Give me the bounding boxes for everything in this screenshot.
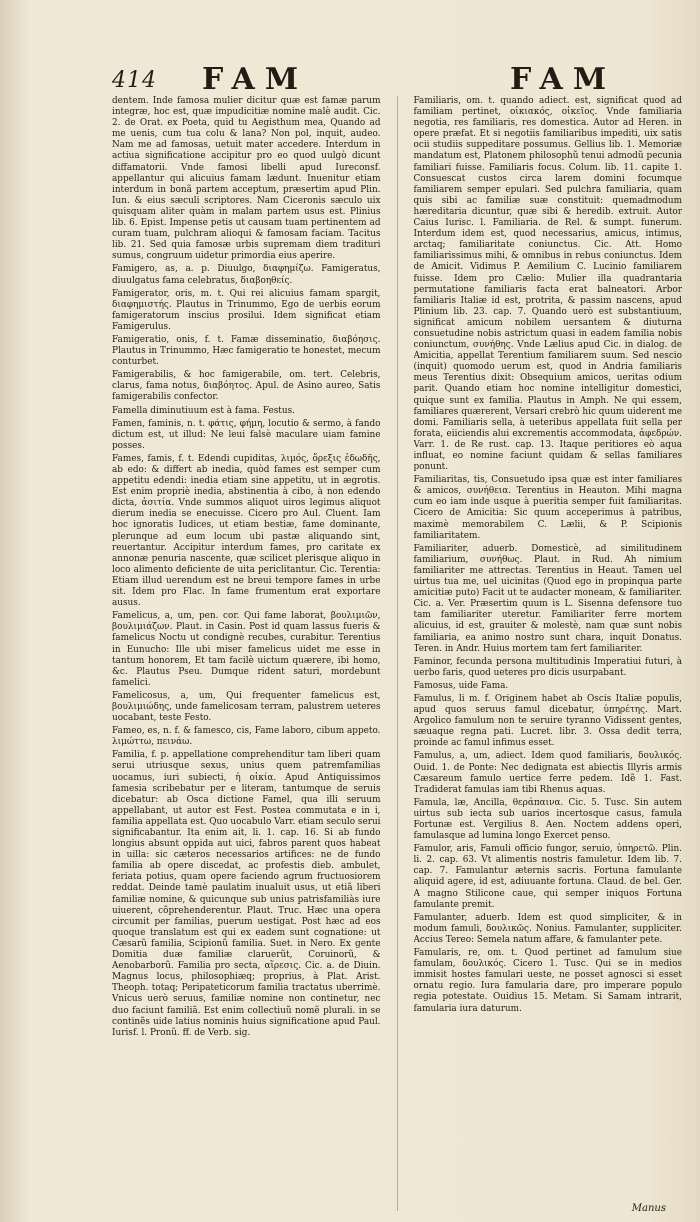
catchword: Manus	[631, 1203, 666, 1214]
dictionary-entry: Famen, faminis, n. t. φάτις, φήμη, locutio & sermo, à fando dictum est, ut illud: Ne leui falsè maculare uiam famine posses.	[112, 418, 381, 451]
column-divider	[397, 96, 398, 1211]
page-number: 414	[112, 68, 157, 93]
running-head-left: FAM	[202, 62, 309, 97]
dictionary-entry: Familiaris, om. t. quando adiect. est, significat quod ad familiam pertinet, οἰκιακός, οἰκεῖος. Vnde familiaria negotia, res familiaris, res domestica. Autor ad Heren. in opere præfat. Et si negotiis familiaribus impediti, uix satis ocii studiis suppeditare possumus. Gellius lib. 1. Memoriæ mandatum est, Platonem philosophũ tenui admodũ pecunia familiari fuisse. Familiaris focus. Colum. lib. 11. capite 1. Consuescat custos circa larem domini focumque familiarem semper epulari. Sed pulchra familiaria, quam quis sibi ac familiæ suæ constituit: quemadmodum hæreditaria dicuntur, quæ sibi & heredib. extruit. Autor Caius Iurisc. l. Familiaria. de Rel. & sumpt. funerum. Interdum idem est, quod necessarius, amicus, intimus, arctaq; familiaritate coniunctus. Cic. Att. Homo familiarissimus mihi, & omnibus in rebus coniunctus. Idem de Amicit. Vidimus P. Aemilium C. Lucinio familiarem fuisse. Idem pro Cælio: Mulier illa quadrantaria permutatione familiaris facta erat balneatori. Arbor familiaris Italiæ id est, protrita, & passim nascens, apud Plinium lib. 23. cap. 7. Quando uerò est substantiuum, significat amicum nobilem uersantem & diuturna consuetudine nobis astrictum quasi in eadem familia nobis coniunctum, συνήθης. Vnde Lælius apud Cic. in dialog. de Amicitia, appellat Terentium familiarem suum. Sed nescio (inquit) quomodo uerum est, quod in Andria familiaris meus Terentius dixit: Obsequium amicos, ueritas odium parit. Quando etiam hoc nomine intelligitur domestici, quique sunt ex familia. Plautus in Amph. Ne qui essem, familiares quærerent, Versari crebrò hic quum uiderent me domi. Familiaris sella, à ueteribus appellata fuit sella per forata, eiiciendis alui excrementis accommodata, ἀφεδρών. Varr. 1. de Re rust. cap. 13. Itaque peritiores eò aqua influat, eo nomine faciunt quidam & sellas familiares ponunt.	[413, 96, 682, 473]
dictionary-entry: Famularis, re, om. t. Quod pertinet ad famulum siue famulam, δουλικός. Cicero 1. Tusc. Qui se in medios immisit hostes famulari ueste, ne posset agnosci si esset ornatu regio. Iura famularia dare, pro imperare populo regia potestate. Ouidius 15. Metam. Si Samam intrarit, famularia iura daturum.	[413, 948, 682, 1014]
right-column	[414, 96, 683, 1211]
dictionary-entry: Fames, famis, f. t. Edendi cupiditas, λιμός, ὄρεξις ἐδωδῆς, ab edo: & differt ab inedia, quòd fames est semper cum appetitu edendi: inedia etiam sine appetitu, ut in ægrotis. Est enim propriè inedia, abstinentia à cibo, à non edendo dicta, ἀσιτία. Vnde summos aliquot uiros legimus aliquot dierum inedia se enecuisse. Cicero pro Aul. Cluent. Iam hoc ignoratis Iudices, ut etiam bestiæ, fame dominante, plerunque ad eum locum ubi pastæ aliquando sint, reuertantur. Accipitur interdum fames, pro caritate ex annonæ penuria nascente, quæ scilicet plerisque aliquo in loco alimento deficiente de uita periclitantur. Cic. Terentia: Etiam illud uerendum est ne breui tempore fames in urbe sit. Idem pro Flac. In fame frumentum erat exportare ausus.	[112, 453, 381, 609]
dictionary-entry: Famella diminutiuum est à fama. Festus.	[112, 405, 295, 416]
dictionary-entry: Famula, læ, Ancilla, θεράπαινα. Cic. 5. Tusc. Sin autem uirtus sub iecta sub uarios incertosque casus, famula Fortunæ est. Vergilius 8. Aen. Noctem addens operi, famulasque ad lumina longo Exercet penso.	[413, 797, 682, 842]
text-columns	[112, 96, 682, 1211]
dictionary-entry: Familia, f. p. appellatione comprehenditur tam liberi quam serui utriusque sexus, unius quem patremfamilias uocamus, iuri subiecti, ἡ οἰκία. Apud Antiquissimos famesia scribebatur per e literam, tantumque de seruis dicebatur: ab Osca dictione Famel, qua illi seruum appellabant, ut autor est Fest. Postea commutata e in i, familia appellata est. Quo uocabulo Varr. etiam seculo serui significabantur. Ita enim ait, li. 1. cap. 16. Si ab fundo longius absunt oppida aut uici, fabros parent quos habeat in uilla: sic cæteros necessarios artifices: ne de fundo familia ab opere discedat, ac profestis dieb. ambulet, feriata potius, quam opere faciendo agrum fructuosiorem reddat. Deinde tamè paulatim inualuit usus, ut etiã liberi familiæ nomine, & quicunque sub unius patrisfamiliàs iure uiuerent, cõprehenderentur. Plaut. Truc. Hæc una opera circumit per familias, puerum uestigat. Post hæc ad eos quoque translatum est qui ex eadem sunt cognatione: ut Cæsarũ familia, Scipionũ familia. Suet. in Nero. Ex gente Domitia duæ familiæ claruerũt, Coruinorũ, & Aenobarborũ. Familia pro secta, αἵρεσις. Cic. a. de Diuin. Magnus locus, philosophiæq; proprius, à Plat. Arist. Theoph. totaq; Peripateticorum familia tractatus uberrimè. Vnicus uerò seruus, familiæ nomine non continetur, nec duo faciunt familiã. Est enim collectiuũ nomẽ plurali. in se continẽs uide latius nominis huius significatione apud Paul. Iurisf. l. Pronũ. ff. de Verb. sig.	[112, 750, 381, 1038]
dictionary-entry: Famigerator, oris, m. t. Qui rei alicuius famam spargit, διαφημιστής. Plautus in Trinummo, Ego de uerbis eorum famigeratorum inscius prosilui. Idem significat etiam Famigerulus.	[112, 288, 381, 332]
dictionary-entry: Famelicus, a, um, pen. cor. Qui fame laborat, βουλιμιῶν, βουλιμιάζων. Plaut. in Casin. Post id quam lassus fueris & famelicus Noctu ut condignè recubes, curabitur. Terentius in Eunucho: Ille ubi miser famelicus uidet me esse in tantum honorem, Et tam facilè uictum quærere, ibi homo, &c. Plautus Pseu. Dumque rident saturi, mordebunt famelici.	[112, 611, 381, 688]
dictionary-entry: Famulus, a, um, adiect. Idem quod familiaris, δουλικός. Ouid. 1. de Ponte: Nec dedignata est abiectis Illyris armis Cæsareum famulo uertice ferre pedem. Idẽ 1. Fast. Tradiderat famulas iam tibi Rhenus aquas.	[413, 751, 682, 795]
dictionary-entry: Famulus, li m. f. Originem habet ab Oscis Italiæ populis, apud quos seruus famul dicebatur, ὑπηρέτης. Mart. Argolico famulum non te seruire tyranno Vidissent gentes, sæuaque regna pati. Lucret. libr. 3. Ossa dedit terra, proinde ac famul infimus esset.	[413, 693, 682, 749]
dictionary-entry: Famelicosus, a, um, Qui frequenter famelicus est, βουλιμιώδης, unde famelicosam terram, palustrem ueteres uocabant, teste Festo.	[112, 690, 381, 724]
dictionary-entry: Famosus, uide Fama.	[413, 680, 509, 691]
dictionary-entry: Famigeratio, onis, f. t. Famæ disseminatio, διαβόησις. Plautus in Trinummo, Hæc famigeratio te honestet, mecum conturbet.	[112, 334, 381, 368]
dictionary-entry: Fameo, es, n. f. & famesco, cis, Fame laboro, cibum appeto. λιμώττω, πεινάω.	[112, 726, 381, 748]
dictionary-entry: dentem. Inde famosa mulier dicitur quæ est famæ parum integræ, hoc est, quæ impudicitiæ nomine malè audit. Cic. 2. de Orat. ex Poeta, quid tu Aegisthum mea, Quando ad me uenis, cum tua colu & lana? Non pol, inquit, audeo. Nam me ad famosas, uetuit mater accedere. Interdum in actiua significatione accipitur pro eo quod uulgò dicunt diffamatorii. Vnde famosi libelli apud Iureconsf. appellantur qui alicuius famam lædunt. Inuenitur etiam interdum in bonã partem acceptum, præsertim apud Plin. Iun. & eius sæculi scriptores. Nam Ciceronis sæculo uix quisquam aliter quàm in malam partem usus est. Plinius lib. 6. Epist. Impense petis ut causam tuam pertinentem ad curam tuam, pulchram alioqui & famosam faciam. Tacitus lib. 21. Sed quia famosæ urbis supremam diem tradituri sumus, congruum uidetur primordia eius aperire.	[112, 96, 381, 262]
dictionary-entry: Familiariter, aduerb. Domesticè, ad similitudinem familiarium, συνήθως. Plaut. in Rud. Ah nimium familiariter me attrectas. Terentius in Heaut. Tamen uel uirtus tua me, uel uicinitas (Quod ego in propinqua parte amicitiæ puto) Facit ut te audacter moneam, & familiariter. Cic. a. Ver. Præsertim quum is L. Sisenna defensore tuo tam familiariter uteretur. Familiariter ferre mortem alicuius, id est, grauiter & molestè, nam quæ sunt nobis familiaria, ea animo nostro sunt chara, inquit Donatus. Teren. in Andr. Huius mortem tam fert familiariter.	[413, 543, 682, 654]
dictionary-entry: Faminor, fecunda persona multitudinis Imperatiui futuri, à uerbo faris, quod ueteres pro dicis usurpabant.	[413, 656, 682, 678]
left-column	[112, 96, 381, 1211]
dictionary-entry: Familiaritas, tis, Consuetudo ipsa quæ est inter familiares & amicos, συνήθεια. Terentius in Heauton. Mihi magna cum eo iam inde usque à pueritia semper fuit familiaritas. Cicero de Amicitia: Sic quum acceperimus à patribus, maximè memorabilem C. Lælii, & P. Scipionis familiaritatem.	[413, 475, 682, 541]
dictionary-entry: Famulanter, aduerb. Idem est quod simpliciter, & in modum famuli, δουλικῶς. Nonius. Famulanter, suppliciter. Accius Tereo: Semela natum affare, & famulanter pete.	[413, 912, 682, 945]
dictionary-entry: Famigerabilis, & hoc famigerabile, om. tert. Celebris, clarus, fama notus, διαβόητος. Apul. de Asino aureo, Satis famigerabilis confector.	[112, 370, 381, 403]
page-header	[112, 62, 670, 98]
dictionary-entry: Famigero, as, a. p. Diuulgo, διαφημίζω. Famigeratus, diuulgatus fama celebratus, διαβοηθείς.	[112, 264, 381, 286]
dictionary-entry: Famulor, aris, Famuli officio fungor, seruio, ὑπηρετῶ. Plin. li. 2. cap. 63. Vt alimentis nostris famuletur. Idem lib. 7. cap. 7. Famulantur æternis sacris. Fortuna famulante aliquid agere, id est, adiuuante fortuna. Claud. de bel. Ger. A magno Stilicone caue, qui semper iniquos Fortuna famulante premit.	[413, 844, 682, 910]
running-head-right: FAM	[510, 62, 617, 97]
